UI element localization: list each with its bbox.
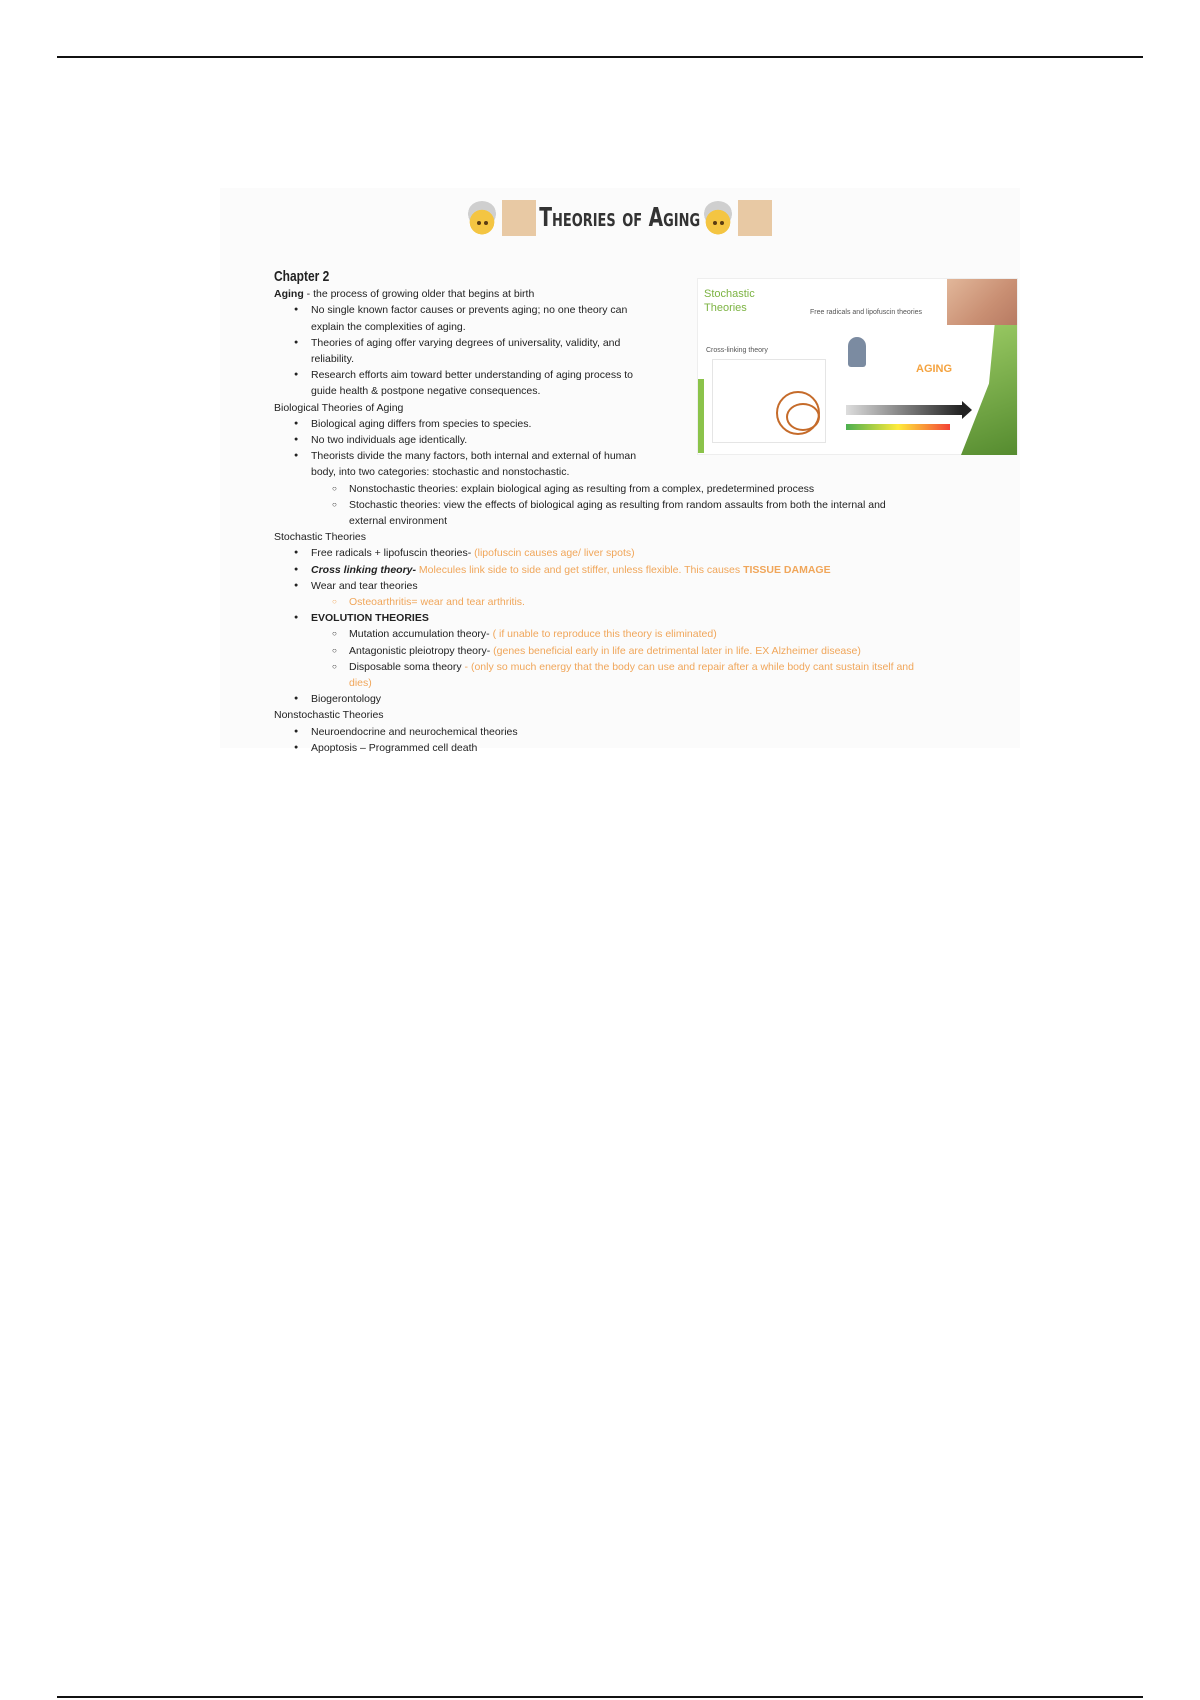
sub-list-item: ○ Antagonistic pleiotropy theory- (genes beneficial early in life are detrimental later in life. EX Alzheimer disease)	[274, 643, 994, 659]
sub-list-item: ○ Nonstochastic theories: explain biological aging as resulting from a complex, predetermined process	[274, 481, 994, 497]
list-item: ● No two individuals age identically.	[274, 432, 994, 448]
list-item: ● Research efforts aim toward better understanding of aging process to guide health & postpone negative consequences.	[274, 367, 651, 399]
aging-definition: Aging - the process of growing older that begins at birth	[274, 288, 535, 301]
skin-tone-swatch-icon	[738, 200, 772, 236]
slide-title: Stochastic Theories	[704, 288, 755, 314]
page-title: Theories of Aging	[539, 203, 701, 233]
list-item: ● Theorists divide the many factors, both internal and external of human body, into two categories: stochastic and nonstochastic.	[274, 448, 651, 480]
sub-list-item: ○ Mutation accumulation theory- ( if unable to reproduce this theory is eliminated)	[274, 626, 994, 642]
section-heading: Nonstochastic Theories	[274, 709, 384, 722]
slide-cross-linking-label: Cross-linking theory	[706, 347, 768, 354]
list-item: ● EVOLUTION THEORIES	[274, 610, 994, 626]
slide-free-radicals-label: Free radicals and lipofuscin theories	[810, 309, 923, 316]
notes-body	[274, 268, 994, 756]
list-item: ● Free radicals + lipofuscin theories- (lipofuscin causes age/ liver spots)	[274, 545, 994, 561]
list-item: ● Apoptosis – Programmed cell death	[274, 740, 994, 756]
list-item: ● Wear and tear theories	[274, 578, 994, 594]
sub-list-item: ○ Disposable soma theory - (only so much energy that the body can use and repair after a while body cant sustain itself and dies)	[274, 659, 919, 691]
list-item: ● Neuroendocrine and neurochemical theories	[274, 724, 994, 740]
top-rule	[57, 56, 1143, 58]
older-person-emoji-icon	[466, 201, 498, 235]
list-item: ● Biogerontology	[274, 691, 994, 707]
list-item: ● Theories of aging offer varying degrees of universality, validity, and reliability.	[274, 335, 651, 367]
title-banner	[220, 196, 1020, 240]
list-item: ● Cross linking theory- Molecules link side to side and get stiffer, unless flexible. This causes TISSUE DAMAGE	[274, 562, 994, 578]
slide-aging-label: AGING	[916, 363, 953, 375]
sub-list-item: ○ Osteoarthritis= wear and tear arthritis.	[274, 594, 994, 610]
section-heading: Stochastic Theories	[274, 531, 367, 544]
section-heading: Biological Theories of Aging	[274, 401, 404, 414]
older-person-emoji-icon	[702, 201, 734, 235]
sub-list-item: ○ Stochastic theories: view the effects of biological aging as resulting from random assaults from both the internal and external environment	[274, 497, 919, 529]
list-item: ● Biological aging differs from species to species.	[274, 416, 994, 432]
bottom-rule	[57, 1696, 1143, 1698]
chapter-heading: Chapter 2	[274, 268, 330, 285]
skin-tone-swatch-icon	[502, 200, 536, 236]
document-image	[220, 188, 1020, 754]
list-item: ● No single known factor causes or prevents aging; no one theory can explain the complexities of aging.	[274, 302, 651, 334]
